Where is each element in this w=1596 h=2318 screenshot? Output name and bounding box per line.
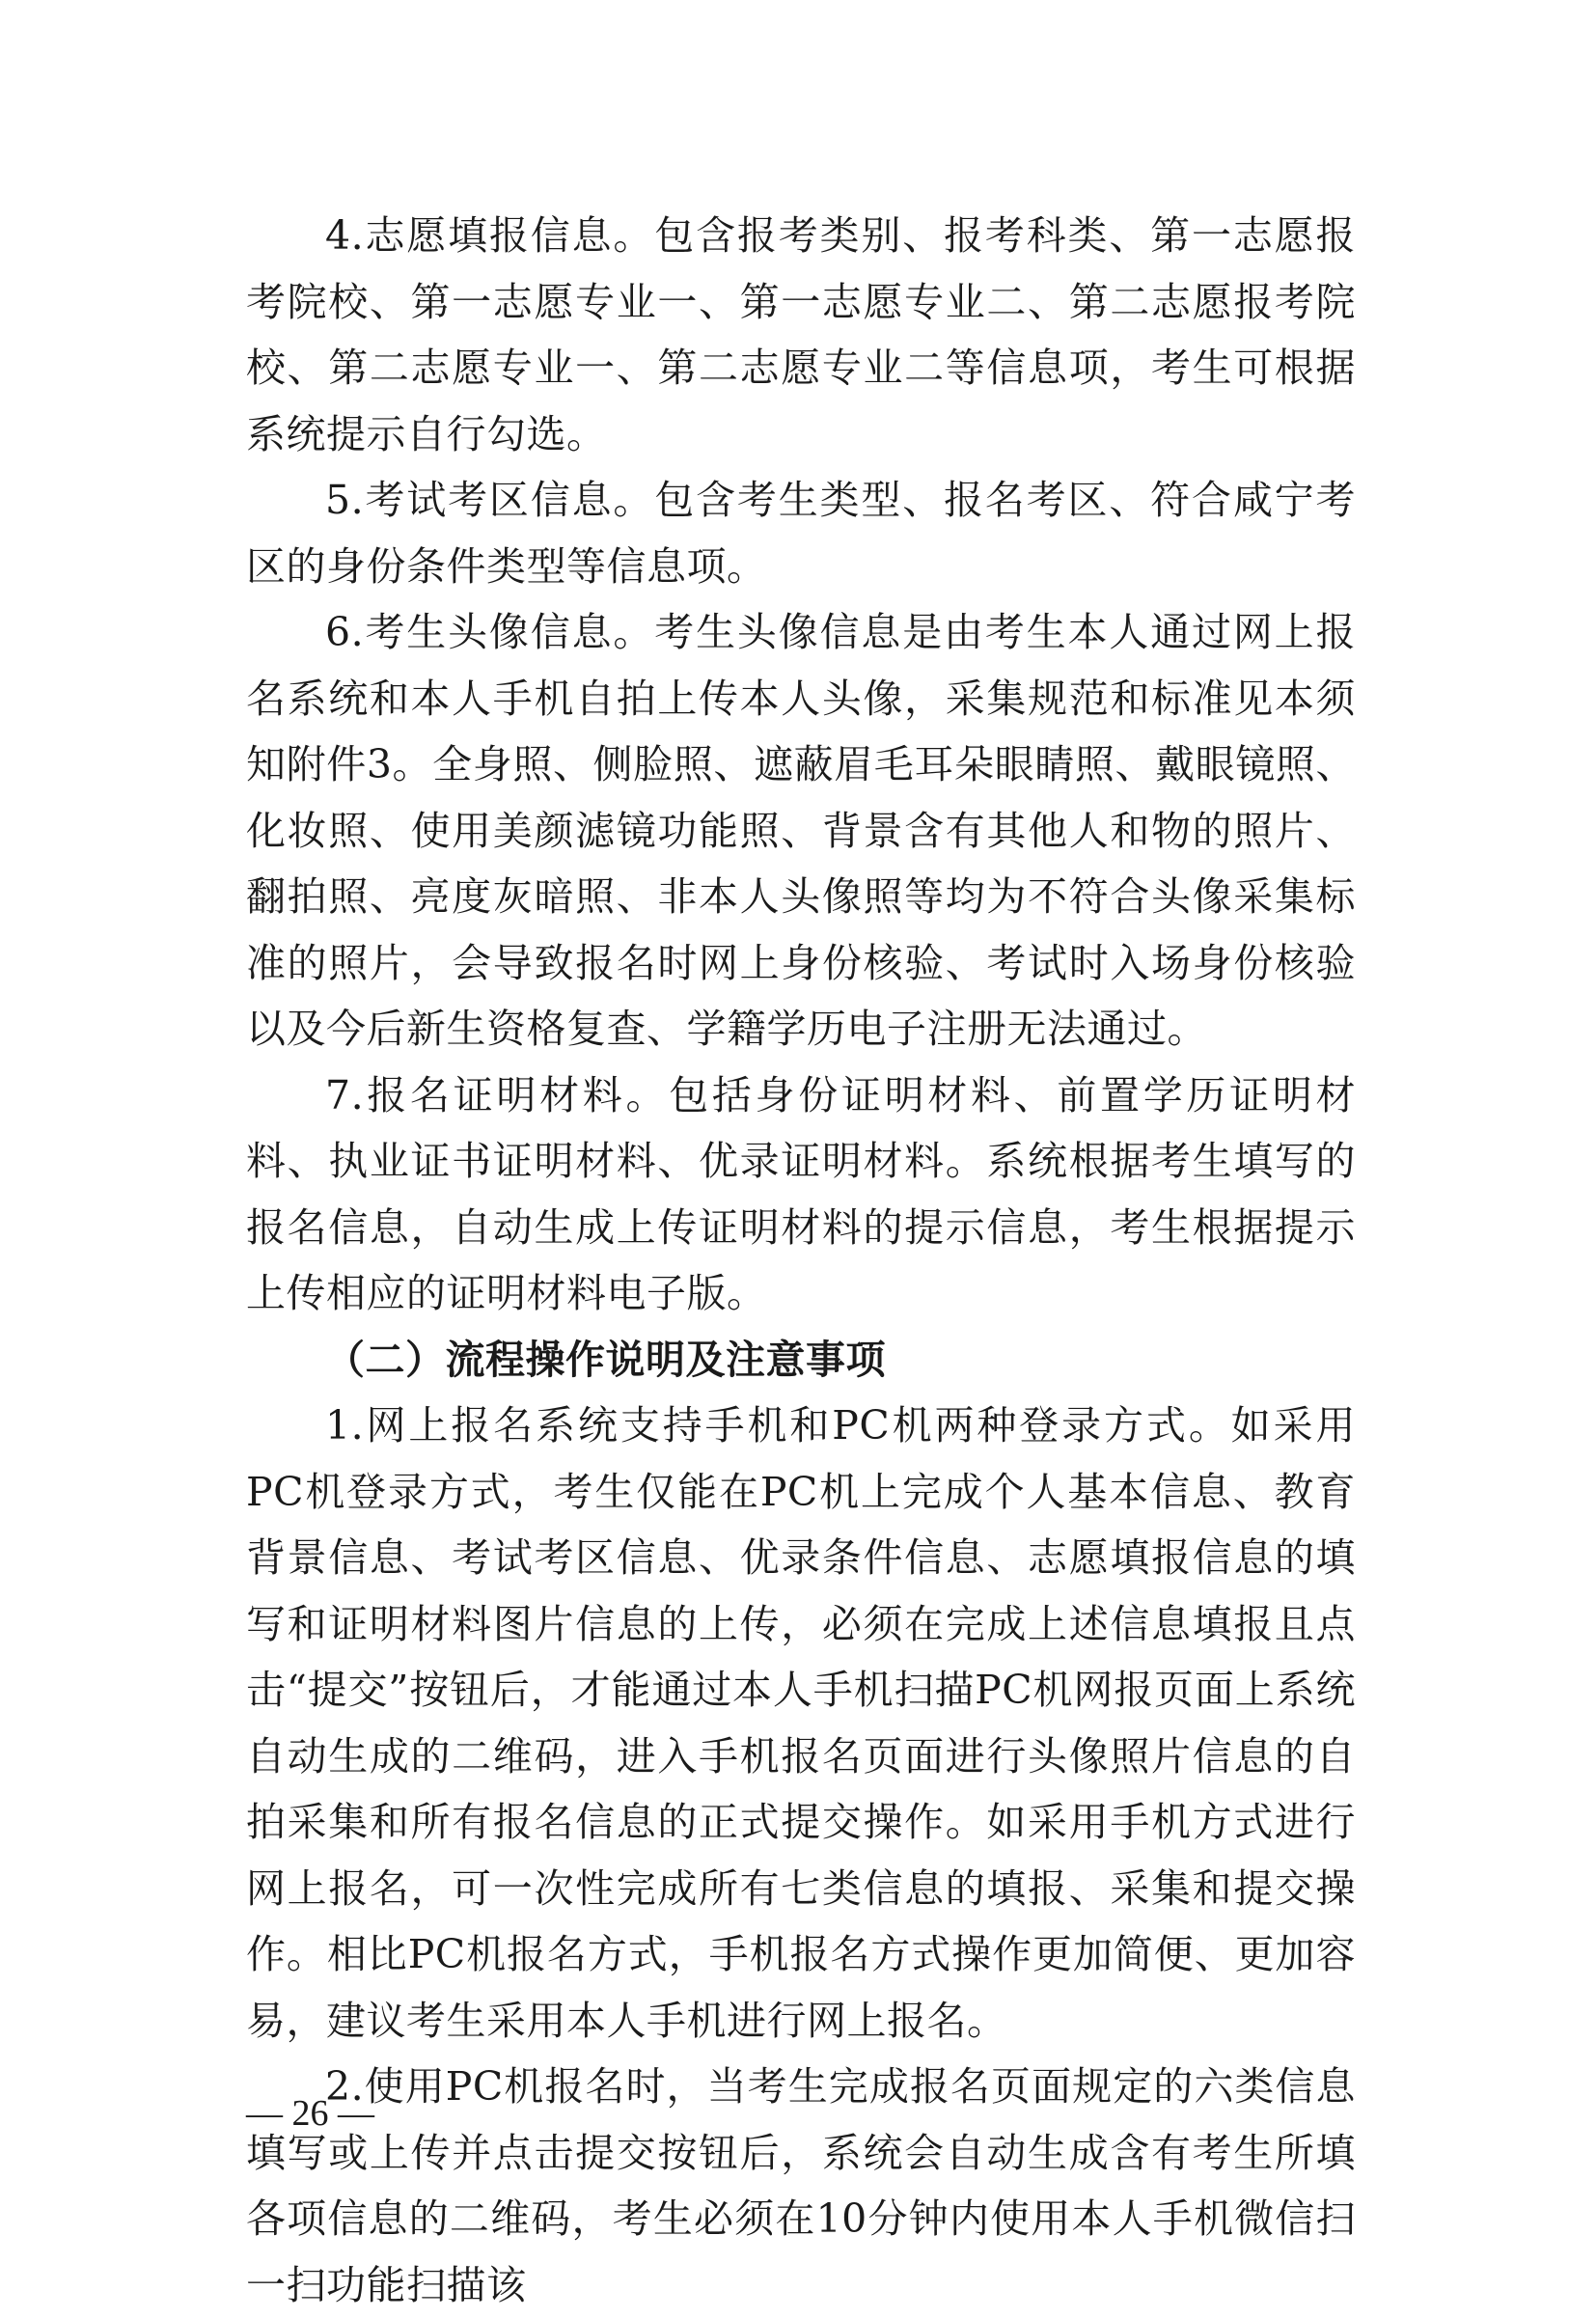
- document-body: [246, 203, 1356, 2318]
- paragraph-item-4-volunteer-info: 4.志愿填报信息。包含报考类别、报考科类、第一志愿报考院校、第一志愿专业一、第一志愿专业二、第二志愿报考院校、第二志愿专业一、第二志愿专业二等信息项，考生可根据系统提示自行勾选。: [246, 212, 1356, 457]
- paragraph-item-7-certificate-materials: 7.报名证明材料。包括身份证明材料、前置学历证明材料、执业证书证明材料、优录证明材料。系统根据考生填写的报名信息，自动生成上传证明材料的提示信息，考生根据提示上传相应的证明材料电子版。: [246, 1071, 1356, 1316]
- paragraph-item-6-avatar-info: 6.考生头像信息。考生头像信息是由考生本人通过网上报名系统和本人手机自拍上传本人头像，采集规范和标准见本须知附件3。全身照、侧脸照、遮蔽眉毛耳朵眼睛照、戴眼镜照、化妆照、使用美颜滤镜功能照、背景含有其他人和物的照片、翻拍照、亮度灰暗照、非本人头像照等均为不符合头像采集标准的照片，会导致报名时网上身份核验、考试时入场身份核验以及今后新生资格复查、学籍学历电子注册无法通过。: [246, 609, 1356, 1052]
- paragraph-item-5-exam-area-info: 5.考试考区信息。包含考生类型、报名考区、符合咸宁考区的身份条件类型等信息项。: [246, 477, 1356, 590]
- paragraph-step-1-login-methods: 1.网上报名系统支持手机和PC机两种登录方式。如采用PC机登录方式，考生仅能在PC机上完成个人基本信息、教育背景信息、考试考区信息、优录条件信息、志愿填报信息的填写和证明材料图片信息的上传，必须在完成上述信息填报且点击“提交”按钮后，才能通过本人手机扫描PC机网报页面上系统自动生成的二维码，进入手机报名页面进行头像照片信息的自拍采集和所有报名信息的正式提交操作。如采用手机方式进行网上报名，可一次性完成所有七类信息的填报、采集和提交操作。相比PC机报名方式，手机报名方式操作更加简便、更加容易，建议考生采用本人手机进行网上报名。: [246, 1402, 1356, 2044]
- section-heading-process-notes: （二）流程操作说明及注意事项: [325, 1336, 886, 1383]
- paragraph-step-2-pc-registration: 2.使用PC机报名时，当考生完成报名页面规定的六类信息填写或上传并点击提交按钮后，系统会自动生成含有考生所填各项信息的二维码，考生必须在10分钟内使用本人手机微信扫一扫功能扫描该: [246, 2063, 1356, 2308]
- page-number: — 26 —: [246, 2093, 374, 2134]
